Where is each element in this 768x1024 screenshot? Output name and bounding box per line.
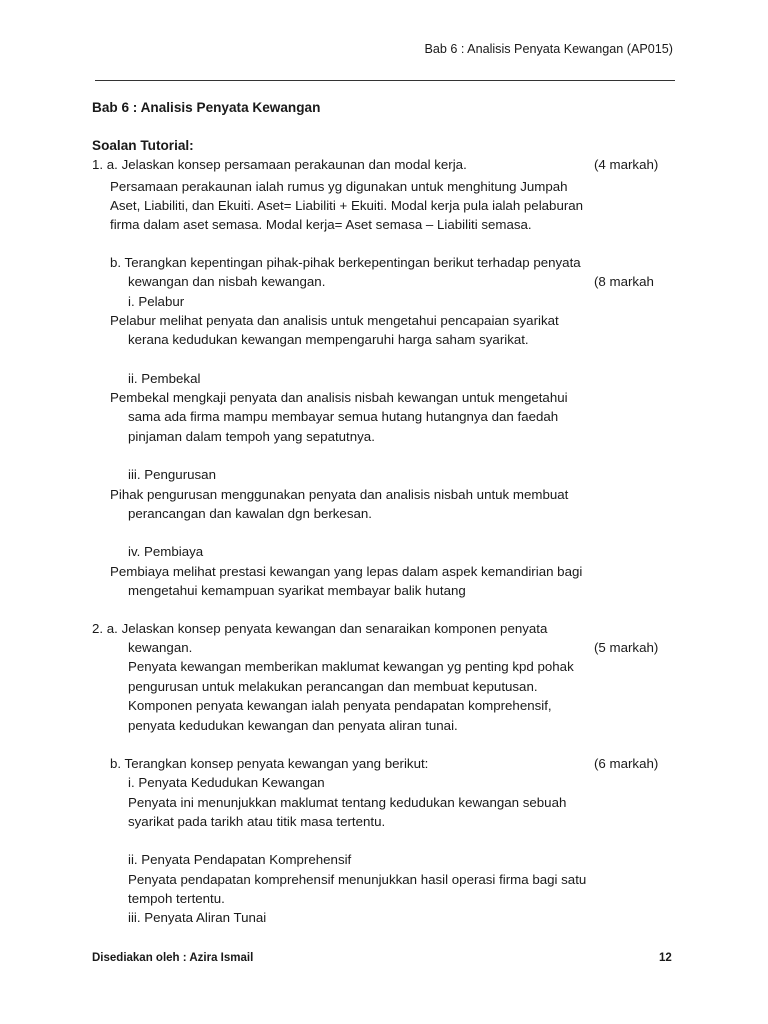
- answer-line: Pihak pengurusan menggunakan penyata dan analisis nisbah untuk membuat: [110, 487, 569, 502]
- answer-line: syarikat pada tarikh atau titik masa tertentu.: [128, 814, 386, 829]
- marks-2a: (5 markah): [594, 640, 659, 655]
- answer-line: penyata kedudukan kewangan dan penyata aliran tunai.: [128, 718, 458, 733]
- subheading-pengurusan: iii. Pengurusan: [128, 467, 216, 482]
- answer-line: firma dalam aset semasa. Modal kerja= Aset semasa – Liabiliti semasa.: [110, 217, 532, 232]
- header-rule: [95, 80, 675, 81]
- answer-line: Komponen penyata kewangan ialah penyata pendapatan komprehensif,: [128, 698, 552, 713]
- subheading-pembekal: ii. Pembekal: [128, 371, 201, 386]
- subheading-aliran-tunai: iii. Penyata Aliran Tunai: [128, 910, 267, 925]
- answer-line: perancangan dan kawalan dgn berkesan.: [128, 506, 372, 521]
- section-heading: Soalan Tutorial:: [92, 138, 194, 153]
- subheading-pendapatan: ii. Penyata Pendapatan Komprehensif: [128, 852, 352, 867]
- answer-line: Persamaan perakaunan ialah rumus yg digunakan untuk menghitung Jumpah: [110, 179, 568, 194]
- question-2b: b. Terangkan konsep penyata kewangan yang berikut:: [110, 756, 429, 771]
- answer-line: tempoh tertentu.: [128, 891, 225, 906]
- running-header: Bab 6 : Analisis Penyata Kewangan (AP015): [424, 42, 673, 56]
- question-2a: 2. a. Jelaskan konsep penyata kewangan dan senaraikan komponen penyata: [92, 621, 548, 636]
- answer-line: mengetahui kemampuan syarikat membayar balik hutang: [128, 583, 466, 598]
- question-1b: b. Terangkan kepentingan pihak-pihak berkepentingan berikut terhadap penyata: [110, 255, 581, 270]
- answer-line: Aset, Liabiliti, dan Ekuiti. Aset= Liabiliti + Ekuiti. Modal kerja pula ialah pelaburan: [110, 198, 584, 213]
- subheading-pelabur: i. Pelabur: [128, 294, 185, 309]
- question-line: kewangan.: [128, 640, 193, 655]
- answer-line: sama ada firma mampu membayar semua hutang hutangnya dan faedah: [128, 409, 559, 424]
- answer-line: Pelabur melihat penyata dan analisis untuk mengetahui pencapaian syarikat: [110, 313, 559, 328]
- marks-1b: (8 markah: [594, 274, 654, 289]
- document-title: Bab 6 : Analisis Penyata Kewangan: [92, 100, 321, 115]
- answer-line: Pembekal mengkaji penyata dan analisis nisbah kewangan untuk mengetahui: [110, 390, 568, 405]
- page-number: 12: [659, 952, 672, 964]
- answer-line: Penyata ini menunjukkan maklumat tentang kedudukan kewangan sebuah: [128, 795, 567, 810]
- subheading-kedudukan: i. Penyata Kedudukan Kewangan: [128, 775, 325, 790]
- marks-1a: (4 markah): [594, 157, 659, 172]
- subheading-pembiaya: iv. Pembiaya: [128, 544, 204, 559]
- answer-line: kerana kedudukan kewangan mempengaruhi harga saham syarikat.: [128, 332, 529, 347]
- answer-line: pengurusan untuk melakukan perancangan dan membuat keputusan.: [128, 679, 538, 694]
- question-line: kewangan dan nisbah kewangan.: [128, 274, 326, 289]
- answer-line: pinjaman dalam tempoh yang sepatutnya.: [128, 429, 375, 444]
- marks-2b: (6 markah): [594, 756, 659, 771]
- answer-line: Penyata kewangan memberikan maklumat kewangan yg penting kpd pohak: [128, 659, 574, 674]
- question-1a: 1. a. Jelaskan konsep persamaan perakaunan dan modal kerja.: [92, 157, 467, 172]
- footer-author: Disediakan oleh : Azira Ismail: [92, 952, 254, 964]
- answer-line: Penyata pendapatan komprehensif menunjukkan hasil operasi firma bagi satu: [128, 872, 587, 887]
- answer-line: Pembiaya melihat prestasi kewangan yang lepas dalam aspek kemandirian bagi: [110, 564, 583, 579]
